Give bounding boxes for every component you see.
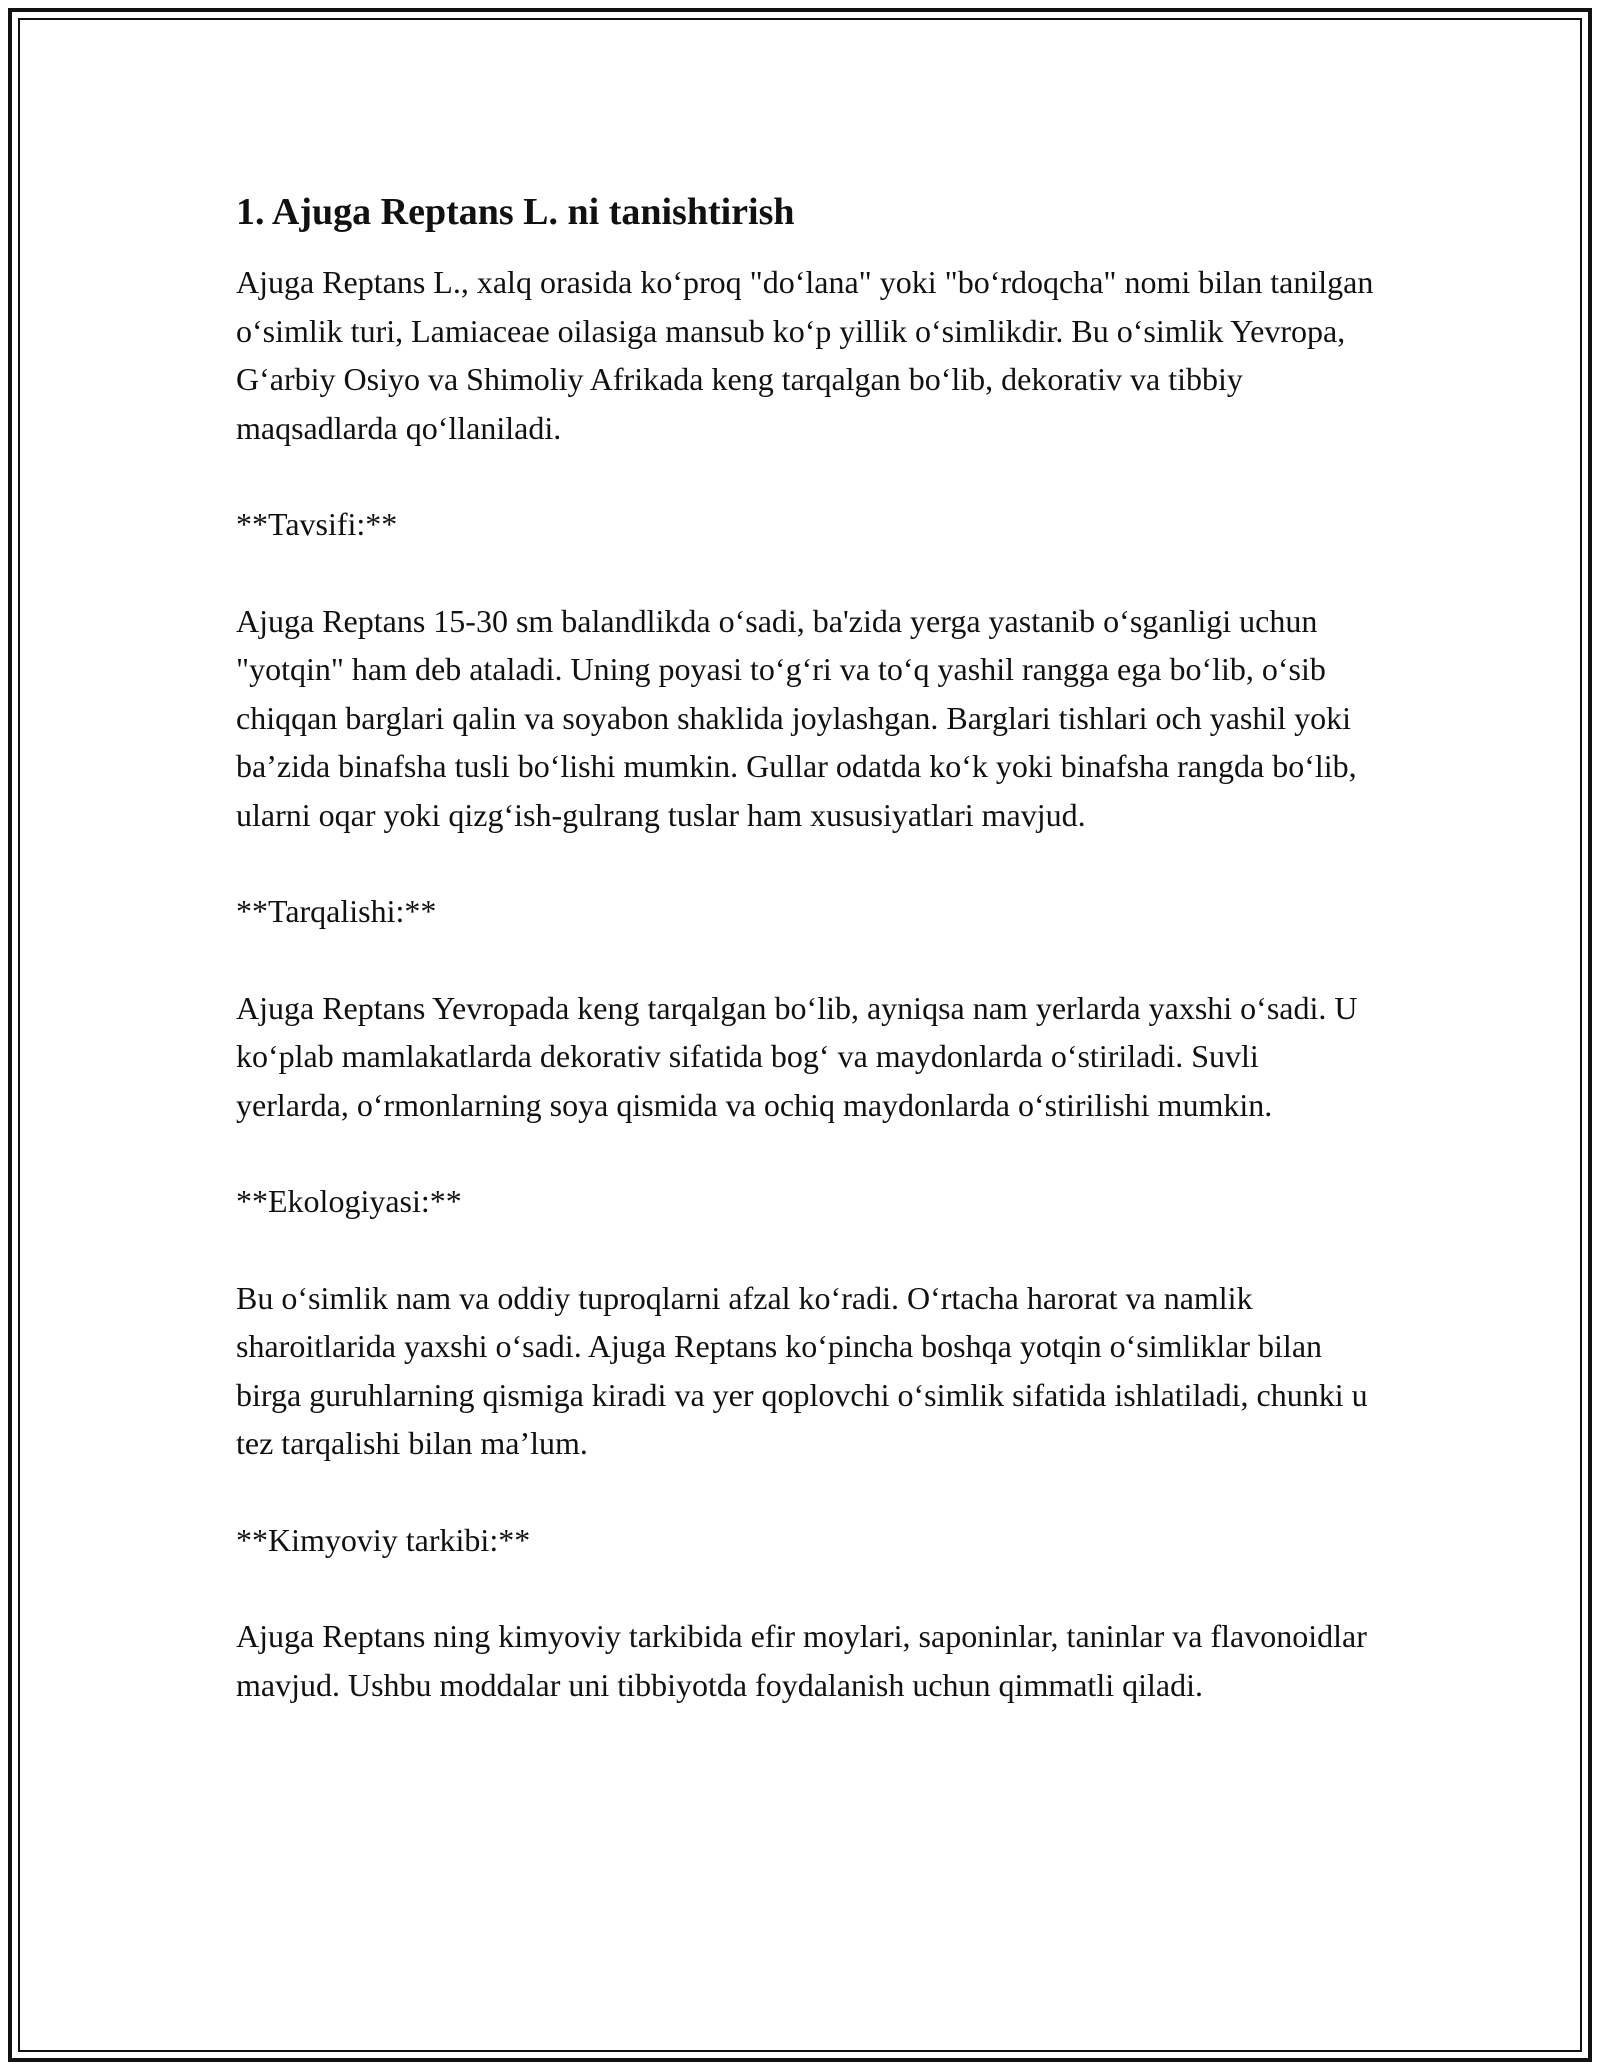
document-title: 1. Ajuga Reptans L. ni tanishtirish bbox=[236, 191, 795, 233]
intro-paragraph: Ajuga Reptans L., xalq orasida ko‘proq "do‘lana" yoki "bo‘rdoqcha" nomi bilan tanilgan o‘simlik turi, Lamiaceae oilasiga mansub ko‘p yillik o‘simlikdir. Bu o‘simlik Yevropa, G‘arbiy Osiyo va Shimoliy Afrikada keng tarqalgan bo‘lib, dekorativ va tibbiy maqsadlarda qo‘llaniladi. bbox=[236, 264, 1374, 446]
section-heading-kimyoviy-tarkibi: **Kimyoviy tarkibi:** bbox=[236, 1521, 531, 1558]
section-text-tarqalishi: Ajuga Reptans Yevropada keng tarqalgan bo‘lib, ayniqsa nam yerlarda yaxshi o‘sadi. U ko‘plab mamlakatlarda dekorativ sifatida bog‘ va maydonlarda o‘stiriladi. Suvli yerlarda, o‘rmonlarning soya qismida va ochiq maydonlarda o‘stirilishi mumkin. bbox=[236, 989, 1358, 1123]
section-text-kimyoviy-tarkibi: Ajuga Reptans ning kimyoviy tarkibida efir moylari, saponinlar, taninlar va flavonoidlar mavjud. Ushbu moddalar uni tibbiyotda foydalanish uchun qimmatli qiladi. bbox=[236, 1618, 1367, 1703]
document-body bbox=[236, 188, 1376, 1757]
section-text-tavsifi: Ajuga Reptans 15-30 sm balandlikda o‘sadi, ba'zida yerga yastanib o‘sganligi uchun "yotqin" ham deb ataladi. Uning poyasi to‘g‘ri va to‘q yashil rangga ega bo‘lib, o‘sib chiqqan barglari qalin va soyabon shaklida joylashgan. Barglari tishlari och yashil yoki ba’zida binafsha tusli bo‘lishi mumkin. Gullar odatda ko‘k yoki binafsha rangda bo‘lib, ularni oqar yoki qizg‘ish-gulrang tuslar ham xususiyatlari mavjud. bbox=[236, 602, 1357, 833]
section-heading-tarqalishi: **Tarqalishi:** bbox=[236, 893, 437, 929]
section-heading-tavsifi: **Tavsifi:** bbox=[236, 506, 398, 542]
section-text-ekologiyasi: Bu o‘simlik nam va oddiy tuproqlarni afzal ko‘radi. O‘rtacha harorat va namlik sharoitlarida yaxshi o‘sadi. Ajuga Reptans ko‘pincha boshqa yotqin o‘simliklar bilan birga guruhlarning qismiga kiradi va yer qoplovchi o‘simlik sifatida ishlatiladi, chunki u tez tarqalishi bilan ma’lum. bbox=[236, 1279, 1368, 1461]
section-heading-ekologiyasi: **Ekologiyasi:** bbox=[236, 1183, 462, 1219]
